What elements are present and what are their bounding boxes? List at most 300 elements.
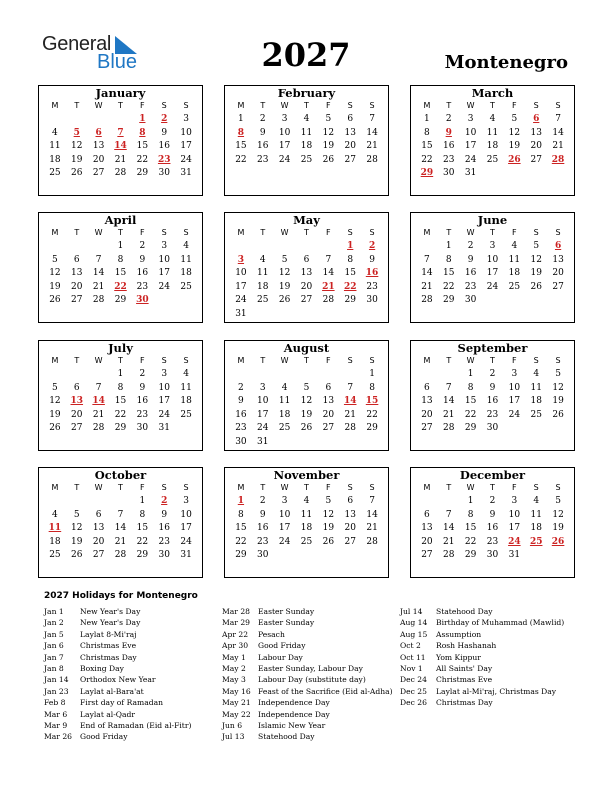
day-cell: 13 xyxy=(92,141,105,151)
holiday-day-cell: 26 xyxy=(551,536,565,547)
day-cell: 16 xyxy=(257,523,269,533)
day-cell: 27 xyxy=(300,295,313,305)
holiday-row xyxy=(44,652,191,663)
weekday-header: T xyxy=(74,228,80,237)
day-cell: 15 xyxy=(114,268,127,278)
day-cell: 7 xyxy=(117,509,124,520)
holiday-day-cell: 6 xyxy=(554,241,562,251)
day-cell: 4 xyxy=(303,496,310,506)
day-cell: 22 xyxy=(114,409,127,420)
empty-day-cell xyxy=(252,239,274,253)
day-cell: 7 xyxy=(325,254,332,265)
holiday-name: Independence Day xyxy=(258,698,330,708)
weekday-header: W xyxy=(94,483,103,492)
empty-day-cell xyxy=(44,239,66,253)
weekday-header: F xyxy=(512,483,517,492)
day-cell: 31 xyxy=(257,436,269,447)
day-cell: 17 xyxy=(158,268,170,278)
day-cell: 15 xyxy=(344,268,356,278)
day-cell: 10 xyxy=(235,268,247,278)
weekday-header: S xyxy=(161,483,167,492)
day-cell: 9 xyxy=(489,382,496,393)
holiday-row xyxy=(400,663,564,674)
day-cell: 1 xyxy=(445,241,452,251)
day-cell: 25 xyxy=(278,423,291,433)
holiday-date: Jun 6 xyxy=(222,720,243,730)
month-title: April xyxy=(104,213,137,227)
day-cell: 5 xyxy=(325,496,332,506)
empty-day-cell xyxy=(66,367,88,381)
empty-day-cell xyxy=(252,367,274,381)
day-cell: 4 xyxy=(52,509,58,520)
day-cell: 21 xyxy=(114,154,127,165)
holiday-day-cell: 8 xyxy=(139,127,146,138)
holiday-date: Jul 14 xyxy=(400,607,423,616)
holiday-date: Jan 7 xyxy=(44,652,64,662)
day-cell: 5 xyxy=(303,382,310,393)
day-cell: 20 xyxy=(71,281,83,292)
holiday-row xyxy=(44,674,191,685)
holiday-date: Mar 6 xyxy=(44,709,68,719)
holiday-name: Christmas Eve xyxy=(80,641,137,651)
weekday-header: T xyxy=(74,483,80,492)
day-cell: 18 xyxy=(530,396,542,406)
empty-day-cell xyxy=(317,367,339,381)
holiday-name: Christmas Eve xyxy=(436,675,493,685)
weekday-header: T xyxy=(118,483,123,492)
day-cell: 25 xyxy=(530,409,542,420)
day-cell: 18 xyxy=(486,141,499,151)
holiday-date: Jan 14 xyxy=(44,675,69,685)
day-cell: 28 xyxy=(114,168,127,178)
weekday-header: M xyxy=(51,356,59,365)
day-cell: 3 xyxy=(183,496,189,506)
month-days-grid xyxy=(39,481,202,562)
day-cell: 23 xyxy=(136,409,149,420)
day-cell: 6 xyxy=(424,382,430,393)
day-cell: 23 xyxy=(235,423,247,433)
holiday-day-cell: 14 xyxy=(343,396,357,406)
holiday-day-cell: 6 xyxy=(95,127,102,138)
day-cell: 12 xyxy=(322,509,335,520)
day-cell: 4 xyxy=(303,114,310,124)
day-cell: 22 xyxy=(421,154,433,165)
day-cell: 21 xyxy=(421,281,433,292)
holiday-date: Dec 26 xyxy=(400,698,427,708)
day-cell: 1 xyxy=(139,496,146,506)
month-title: May xyxy=(293,213,320,227)
weekday-header: F xyxy=(326,101,331,110)
day-cell: 15 xyxy=(235,523,247,533)
day-cell: 8 xyxy=(424,127,430,138)
weekday-header: S xyxy=(347,228,353,237)
day-cell: 22 xyxy=(366,409,378,420)
day-cell: 3 xyxy=(161,369,168,379)
logo-general-text: General xyxy=(42,33,112,55)
empty-day-cell xyxy=(438,367,460,381)
day-cell: 12 xyxy=(278,268,291,278)
holiday-day-cell: 5 xyxy=(73,127,80,138)
month-april xyxy=(38,212,203,323)
weekday-header: F xyxy=(326,228,331,237)
weekday-header: S xyxy=(161,101,167,110)
day-cell: 9 xyxy=(489,509,496,520)
day-cell: 13 xyxy=(71,268,83,278)
day-cell: 27 xyxy=(344,536,356,547)
day-cell: 16 xyxy=(257,141,269,151)
day-cell: 29 xyxy=(443,295,455,305)
month-title: November xyxy=(273,468,340,482)
day-cell: 11 xyxy=(530,509,542,520)
holiday-day-cell: 28 xyxy=(551,154,565,165)
day-cell: 25 xyxy=(49,550,61,560)
day-cell: 30 xyxy=(158,168,170,178)
day-cell: 27 xyxy=(92,168,105,178)
day-cell: 21 xyxy=(92,409,105,420)
day-cell: 8 xyxy=(445,254,452,265)
day-cell: 3 xyxy=(183,114,189,124)
day-cell: 1 xyxy=(117,369,124,379)
day-cell: 25 xyxy=(300,154,313,165)
weekday-header: W xyxy=(280,101,289,110)
weekday-header: T xyxy=(118,101,123,110)
weekday-header: T xyxy=(260,101,266,110)
holiday-row xyxy=(222,709,393,720)
weekday-header: M xyxy=(51,228,59,237)
day-cell: 7 xyxy=(424,254,430,265)
month-title: October xyxy=(94,468,147,482)
holiday-day-cell: 15 xyxy=(365,396,379,406)
weekday-header: W xyxy=(94,228,103,237)
holiday-name: Orthodox New Year xyxy=(80,675,156,685)
day-cell: 11 xyxy=(257,268,269,278)
day-cell: 21 xyxy=(114,536,127,547)
day-cell: 9 xyxy=(369,254,375,265)
day-cell: 18 xyxy=(257,281,269,292)
weekday-header: F xyxy=(512,228,517,237)
empty-day-cell xyxy=(339,367,361,381)
day-cell: 23 xyxy=(486,409,499,420)
month-june xyxy=(410,212,575,323)
month-october xyxy=(38,467,203,578)
day-cell: 16 xyxy=(158,141,170,151)
day-cell: 12 xyxy=(322,127,335,138)
day-cell: 14 xyxy=(443,523,455,533)
day-cell: 9 xyxy=(139,254,146,265)
day-cell: 25 xyxy=(300,536,313,547)
day-cell: 26 xyxy=(322,536,335,547)
holiday-name: Feast of the Sacrifice (Eid al-Adha) xyxy=(258,686,393,696)
empty-day-cell xyxy=(88,367,110,381)
day-cell: 24 xyxy=(278,154,291,165)
holiday-day-cell: 1 xyxy=(237,496,245,506)
holiday-date: Apr 22 xyxy=(222,629,249,639)
day-cell: 4 xyxy=(183,369,189,379)
weekday-header: M xyxy=(423,228,431,237)
holiday-row xyxy=(44,697,191,708)
day-cell: 18 xyxy=(530,523,542,533)
day-cell: 4 xyxy=(183,241,189,251)
day-cell: 8 xyxy=(117,382,124,393)
month-days-grid xyxy=(411,226,574,307)
holiday-name: Laylat al-Mi'raj, Christmas Day xyxy=(436,686,557,696)
weekday-header: S xyxy=(183,356,189,365)
day-cell: 13 xyxy=(92,523,105,533)
day-cell: 27 xyxy=(71,295,83,305)
holiday-day-cell: 22 xyxy=(114,281,127,292)
day-cell: 22 xyxy=(136,536,149,547)
day-cell: 30 xyxy=(464,295,477,305)
weekday-header: S xyxy=(161,228,167,237)
day-cell: 16 xyxy=(136,268,149,278)
day-cell: 22 xyxy=(464,536,477,547)
day-cell: 9 xyxy=(161,509,168,520)
day-cell: 30 xyxy=(486,423,499,433)
day-cell: 29 xyxy=(136,168,149,178)
day-cell: 7 xyxy=(369,496,375,506)
holiday-row xyxy=(400,697,564,708)
weekday-header: S xyxy=(369,483,375,492)
day-cell: 25 xyxy=(257,295,269,305)
day-cell: 17 xyxy=(486,268,499,278)
day-cell: 19 xyxy=(49,409,61,420)
holiday-day-cell: 25 xyxy=(529,536,543,547)
day-cell: 18 xyxy=(180,396,192,406)
day-cell: 17 xyxy=(464,141,477,151)
holiday-day-cell: 7 xyxy=(117,127,124,138)
holiday-date: May 1 xyxy=(222,652,246,662)
day-cell: 6 xyxy=(347,496,354,506)
month-march xyxy=(410,85,575,196)
day-cell: 10 xyxy=(158,254,170,265)
day-cell: 28 xyxy=(366,154,378,165)
holiday-row xyxy=(400,652,564,663)
day-cell: 22 xyxy=(235,154,247,165)
empty-day-cell xyxy=(317,239,339,253)
month-title: June xyxy=(477,213,508,227)
empty-day-cell xyxy=(296,367,318,381)
day-cell: 19 xyxy=(71,536,83,547)
day-cell: 2 xyxy=(259,114,266,124)
empty-day-cell xyxy=(44,494,66,508)
day-cell: 26 xyxy=(300,423,313,433)
holiday-date: Jan 8 xyxy=(44,663,64,673)
holiday-row xyxy=(222,663,393,674)
day-cell: 4 xyxy=(533,369,540,379)
day-cell: 19 xyxy=(300,409,313,420)
holiday-date: Nov 1 xyxy=(400,663,423,673)
day-cell: 13 xyxy=(530,127,542,138)
holiday-name: End of Ramadan (Eid al-Fitr) xyxy=(80,720,192,730)
day-cell: 22 xyxy=(443,281,455,292)
month-july xyxy=(38,340,203,451)
day-cell: 24 xyxy=(235,295,247,305)
weekday-header: T xyxy=(490,356,495,365)
day-cell: 6 xyxy=(95,509,102,520)
day-cell: 18 xyxy=(49,536,61,547)
day-cell: 9 xyxy=(467,254,474,265)
day-cell: 6 xyxy=(424,509,430,520)
day-cell: 11 xyxy=(530,382,542,393)
holiday-row xyxy=(400,686,564,697)
empty-day-cell xyxy=(44,112,66,126)
day-cell: 4 xyxy=(259,254,266,265)
day-cell: 23 xyxy=(443,154,455,165)
day-cell: 25 xyxy=(180,281,192,292)
day-cell: 10 xyxy=(257,396,269,406)
day-cell: 17 xyxy=(180,523,192,533)
day-cell: 2 xyxy=(259,496,266,506)
day-cell: 6 xyxy=(325,382,332,393)
day-cell: 26 xyxy=(552,409,564,420)
holiday-name: Yom Kippur xyxy=(436,652,481,662)
weekday-header: T xyxy=(304,356,309,365)
day-cell: 21 xyxy=(366,523,378,533)
day-cell: 13 xyxy=(421,523,433,533)
day-cell: 2 xyxy=(445,114,452,124)
day-cell: 12 xyxy=(300,396,313,406)
day-cell: 31 xyxy=(508,550,521,560)
day-cell: 21 xyxy=(92,281,105,292)
day-cell: 25 xyxy=(486,154,499,165)
day-cell: 23 xyxy=(464,281,477,292)
day-cell: 17 xyxy=(235,281,247,292)
holiday-day-cell: 3 xyxy=(237,254,245,265)
empty-day-cell xyxy=(416,494,438,508)
day-cell: 26 xyxy=(49,295,61,305)
weekday-header: M xyxy=(423,101,431,110)
day-cell: 19 xyxy=(552,523,564,533)
month-days-grid xyxy=(411,481,574,562)
holiday-row xyxy=(44,629,191,640)
holiday-date: Mar 9 xyxy=(44,720,68,730)
weekday-header: W xyxy=(94,356,103,365)
day-cell: 31 xyxy=(235,308,247,319)
weekday-header: W xyxy=(280,228,289,237)
day-cell: 28 xyxy=(344,423,356,433)
day-cell: 21 xyxy=(344,409,356,420)
empty-day-cell xyxy=(44,367,66,381)
holiday-name: Pesach xyxy=(258,629,285,639)
weekday-header: F xyxy=(140,483,145,492)
day-cell: 12 xyxy=(508,127,521,138)
day-cell: 26 xyxy=(322,154,335,165)
weekday-header: S xyxy=(533,101,539,110)
day-cell: 23 xyxy=(158,536,170,547)
holiday-date: Oct 2 xyxy=(400,641,421,651)
day-cell: 19 xyxy=(530,268,542,278)
day-cell: 10 xyxy=(508,382,521,393)
day-cell: 29 xyxy=(344,295,356,305)
empty-day-cell xyxy=(66,239,88,253)
day-cell: 3 xyxy=(281,496,288,506)
weekday-header: W xyxy=(466,228,475,237)
day-cell: 16 xyxy=(235,409,247,420)
day-cell: 20 xyxy=(552,268,564,278)
weekday-header: M xyxy=(51,101,59,110)
day-cell: 14 xyxy=(92,268,105,278)
holiday-day-cell: 23 xyxy=(157,154,171,165)
day-cell: 19 xyxy=(508,141,521,151)
holiday-day-cell: 11 xyxy=(48,523,62,533)
day-cell: 15 xyxy=(114,396,127,406)
holiday-row xyxy=(222,617,393,628)
day-cell: 11 xyxy=(508,254,521,265)
day-cell: 5 xyxy=(325,114,332,124)
day-cell: 15 xyxy=(443,268,455,278)
holiday-row xyxy=(44,731,191,742)
holiday-date: Mar 29 xyxy=(222,618,251,628)
weekday-header: T xyxy=(118,356,123,365)
day-cell: 26 xyxy=(530,281,542,292)
month-january xyxy=(38,85,203,196)
weekday-header: T xyxy=(118,228,123,237)
day-cell: 11 xyxy=(486,127,499,138)
holiday-row xyxy=(44,709,191,720)
weekday-header: W xyxy=(466,101,475,110)
day-cell: 8 xyxy=(139,509,146,520)
weekday-header: S xyxy=(369,356,375,365)
holiday-day-cell: 2 xyxy=(161,114,168,124)
month-days-grid xyxy=(39,226,202,307)
day-cell: 31 xyxy=(180,168,192,178)
weekday-header: T xyxy=(260,228,266,237)
holiday-date: Apr 30 xyxy=(222,641,249,651)
day-cell: 30 xyxy=(443,168,455,178)
day-cell: 9 xyxy=(161,127,168,138)
month-title: December xyxy=(459,468,526,482)
day-cell: 10 xyxy=(158,382,170,393)
holiday-name: Easter Sunday xyxy=(258,607,315,616)
weekday-header: W xyxy=(466,356,475,365)
day-cell: 8 xyxy=(467,382,474,393)
day-cell: 24 xyxy=(278,536,291,547)
holiday-row xyxy=(400,606,564,617)
day-cell: 17 xyxy=(278,141,291,151)
day-cell: 15 xyxy=(421,141,433,151)
day-cell: 12 xyxy=(552,509,564,520)
day-cell: 2 xyxy=(489,369,496,379)
day-cell: 6 xyxy=(347,114,354,124)
holiday-row xyxy=(222,640,393,651)
weekday-header: T xyxy=(260,483,266,492)
day-cell: 16 xyxy=(464,268,477,278)
empty-day-cell xyxy=(66,494,88,508)
day-cell: 12 xyxy=(71,523,83,533)
day-cell: 6 xyxy=(73,382,80,393)
holiday-date: Jul 13 xyxy=(222,732,245,742)
day-cell: 31 xyxy=(180,550,192,560)
day-cell: 16 xyxy=(486,396,499,406)
day-cell: 8 xyxy=(117,254,124,265)
day-cell: 11 xyxy=(180,382,192,393)
day-cell: 20 xyxy=(300,281,313,292)
day-cell: 26 xyxy=(278,295,291,305)
holiday-row xyxy=(44,686,191,697)
weekday-header: S xyxy=(347,101,353,110)
empty-day-cell xyxy=(88,494,110,508)
holiday-name: Laylat al-Qadr xyxy=(80,709,136,719)
day-cell: 18 xyxy=(300,523,313,533)
weekday-header: W xyxy=(280,356,289,365)
holiday-date: Jan 1 xyxy=(44,607,64,616)
day-cell: 29 xyxy=(366,423,378,433)
day-cell: 19 xyxy=(322,141,335,151)
weekday-header: S xyxy=(533,228,539,237)
day-cell: 12 xyxy=(49,396,61,406)
day-cell: 15 xyxy=(464,523,477,533)
holiday-row xyxy=(222,652,393,663)
